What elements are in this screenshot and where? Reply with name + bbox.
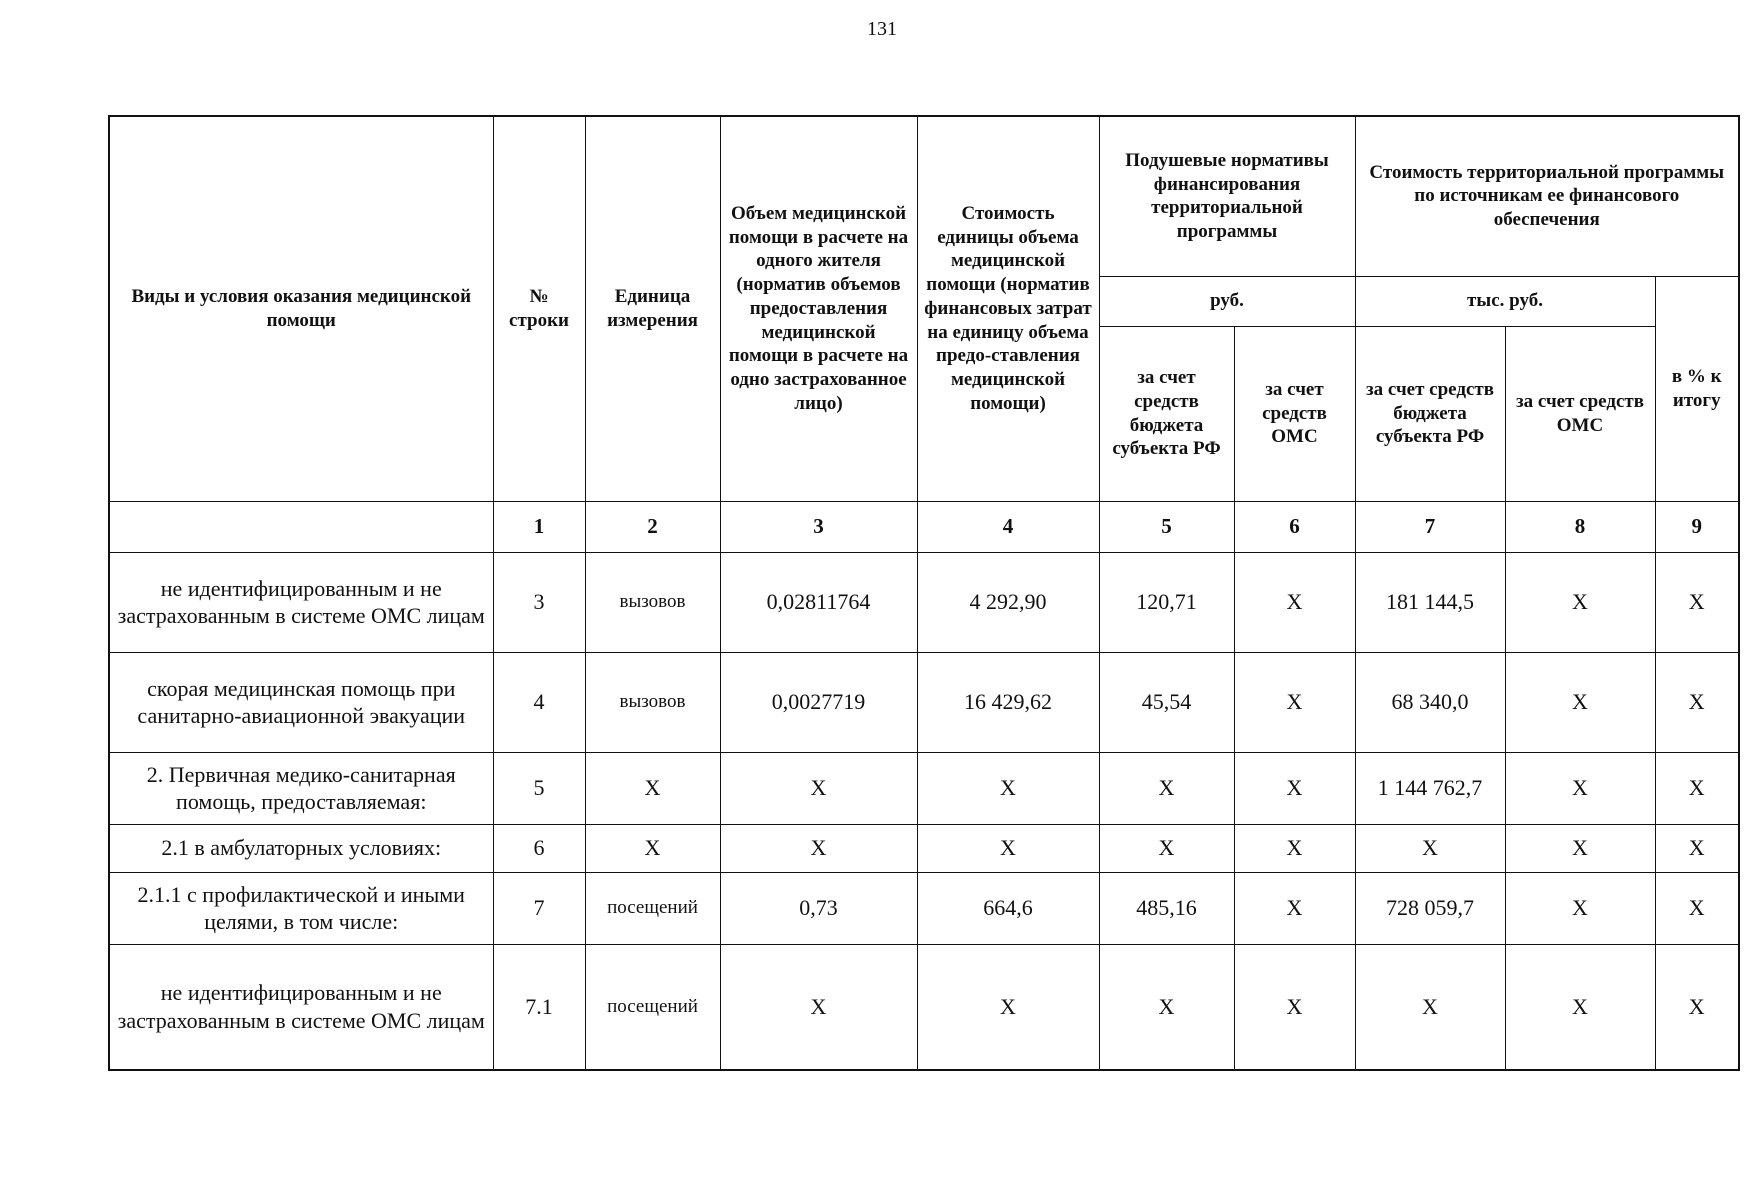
row-unit: вызовов (585, 652, 720, 752)
column-number: 8 (1505, 501, 1655, 552)
row-volume: 0,73 (720, 872, 917, 944)
row-label: не идентифицированным и не застрахованным в системе ОМС лицам (109, 552, 493, 652)
row-oms-rub: X (1234, 752, 1355, 824)
header-oms-thous: за счет средств ОМС (1505, 326, 1655, 501)
row-unit-cost: 16 429,62 (917, 652, 1099, 752)
row-budget-rub: 45,54 (1099, 652, 1234, 752)
row-unit: посещений (585, 872, 720, 944)
row-oms-thous: X (1505, 872, 1655, 944)
header-oms-rub: за счет средств ОМС (1234, 326, 1355, 501)
row-budget-thous: 728 059,7 (1355, 872, 1505, 944)
row-percent: X (1655, 752, 1739, 824)
column-number: 5 (1099, 501, 1234, 552)
table-row (109, 872, 1739, 944)
row-oms-thous: X (1505, 824, 1655, 872)
row-volume: X (720, 944, 917, 1070)
table-row (109, 552, 1739, 652)
column-number: 4 (917, 501, 1099, 552)
row-number: 5 (493, 752, 585, 824)
header-currency-rub: руб. (1099, 276, 1355, 326)
column-number: 1 (493, 501, 585, 552)
header-volume-norm: Объем медицинской помощи в расчете на одного жителя (норматив объемов предоставления медицинской помощи в расчете на одно застрахованное лицо) (720, 116, 917, 501)
row-budget-rub: X (1099, 824, 1234, 872)
row-budget-thous: 181 144,5 (1355, 552, 1505, 652)
row-unit-cost: 4 292,90 (917, 552, 1099, 652)
column-number: 2 (585, 501, 720, 552)
row-budget-thous: X (1355, 824, 1505, 872)
row-percent: X (1655, 944, 1739, 1070)
row-unit-cost: X (917, 824, 1099, 872)
row-oms-thous: X (1505, 752, 1655, 824)
header-currency-thous-rub: тыс. руб. (1355, 276, 1655, 326)
row-oms-rub: X (1234, 824, 1355, 872)
row-unit: X (585, 752, 720, 824)
row-unit-cost: X (917, 752, 1099, 824)
row-label: 2.1.1 с профилактической и иными целями, в том числе: (109, 872, 493, 944)
row-label: 2. Первичная медико-санитарная помощь, предоставляемая: (109, 752, 493, 824)
header-unit: Единица измерения (585, 116, 720, 501)
row-oms-rub: X (1234, 652, 1355, 752)
column-number: 6 (1234, 501, 1355, 552)
row-unit: вызовов (585, 552, 720, 652)
row-oms-thous: X (1505, 944, 1655, 1070)
row-percent: X (1655, 652, 1739, 752)
row-number: 7 (493, 872, 585, 944)
header-per-capita-group: Подушевые нормативы финансирования территориальной программы (1099, 116, 1355, 276)
header-unit-cost-norm: Стоимость единицы объема медицинской помощи (норматив финансовых затрат на единицу объема предо-ставления медицинской помощи) (917, 116, 1099, 501)
row-oms-thous: X (1505, 652, 1655, 752)
header-budget-thous: за счет средств бюджета субъекта РФ (1355, 326, 1505, 501)
column-number: 7 (1355, 501, 1505, 552)
row-label: 2.1 в амбулаторных условиях: (109, 824, 493, 872)
header-budget-rub: за счет средств бюджета субъекта РФ (1099, 326, 1234, 501)
financing-table (108, 115, 1740, 1071)
row-unit: X (585, 824, 720, 872)
row-volume: X (720, 824, 917, 872)
row-budget-rub: 485,16 (1099, 872, 1234, 944)
row-number: 4 (493, 652, 585, 752)
row-number: 3 (493, 552, 585, 652)
row-percent: X (1655, 872, 1739, 944)
column-number: 3 (720, 501, 917, 552)
table-header (109, 116, 1739, 552)
row-number: 6 (493, 824, 585, 872)
row-oms-rub: X (1234, 872, 1355, 944)
row-budget-rub: X (1099, 944, 1234, 1070)
row-budget-rub: X (1099, 752, 1234, 824)
header-type-of-care: Виды и условия оказания медицинской помощи (109, 116, 493, 501)
row-volume: 0,0027719 (720, 652, 917, 752)
row-volume: X (720, 752, 917, 824)
row-unit: посещений (585, 944, 720, 1070)
row-number: 7.1 (493, 944, 585, 1070)
row-percent: X (1655, 552, 1739, 652)
column-number (109, 501, 493, 552)
row-budget-thous: 1 144 762,7 (1355, 752, 1505, 824)
table-row (109, 652, 1739, 752)
row-label: не идентифицированным и не застрахованным в системе ОМС лицам (109, 944, 493, 1070)
row-unit-cost: 664,6 (917, 872, 1099, 944)
table-body (109, 552, 1739, 1070)
row-oms-rub: X (1234, 944, 1355, 1070)
row-unit-cost: X (917, 944, 1099, 1070)
row-budget-rub: 120,71 (1099, 552, 1234, 652)
row-percent: X (1655, 824, 1739, 872)
header-row-number: № строки (493, 116, 585, 501)
header-program-cost-group: Стоимость территориальной программы по источникам ее финансового обеспечения (1355, 116, 1739, 276)
row-oms-rub: X (1234, 552, 1355, 652)
header-percent-of-total: в % к итогу (1655, 276, 1739, 501)
table-row (109, 752, 1739, 824)
row-oms-thous: X (1505, 552, 1655, 652)
row-volume: 0,02811764 (720, 552, 917, 652)
table-row (109, 944, 1739, 1070)
column-number-row (109, 501, 1739, 552)
row-budget-thous: X (1355, 944, 1505, 1070)
table-row (109, 824, 1739, 872)
row-budget-thous: 68 340,0 (1355, 652, 1505, 752)
column-number: 9 (1655, 501, 1739, 552)
row-label: скорая медицинская помощь при санитарно-авиационной эвакуации (109, 652, 493, 752)
page-number: 131 (867, 18, 897, 40)
